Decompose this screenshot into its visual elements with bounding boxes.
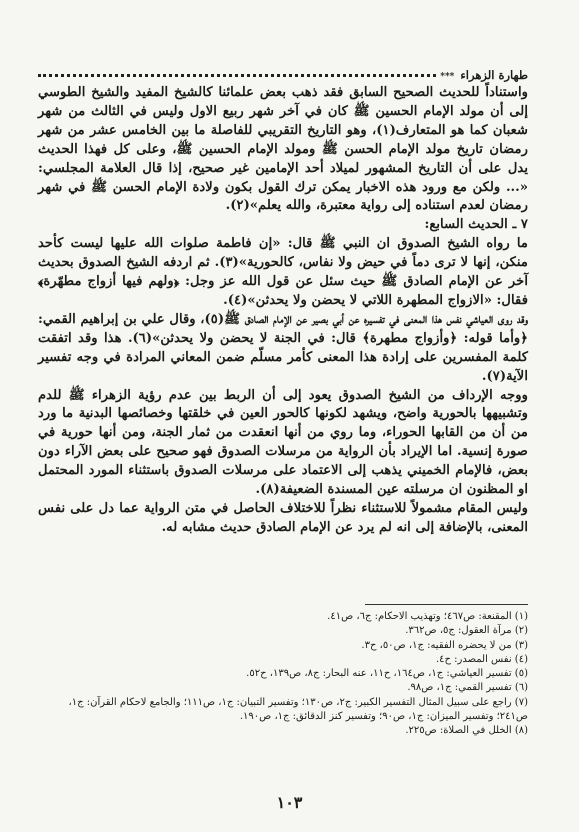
footnote: (٢) مرآة العقول: ج٥، ص٣٦٢. — [405, 625, 528, 637]
paragraph: واستناداً للحديث الصحيح السابق فقد ذهب بعض علمائنا كالشيخ المفيد والشيخ الطوسي إلى أن مولد الإمام الحسين ﷺ كان في آخر شهر ربيع الاول وليس في الثالث من شهر شعبان كما هو المتعارف(١)، وهو التاريخ التقريبي للفاصلة ما بين الخامس عشر من شهر رمضان تاريخ مولد الإمام الحسن ﷺ ومولد الإمام الحسين ﷺ، وعلى كل فهذا الحديث يدل على أن التاريخ المشهور لميلاد أحد الإمامين غير صحيح، إذا قال العلامة المجلسي: «... ولكن مع ورود هذه الاخبار يمكن ترك القول بكون ولادة الإمام الحسن ﷺ في شهر رمضان لعدم استناده إلى رواية معتبرة، والله يعلم»(٢). — [38, 85, 528, 214]
paragraph: وليس المقام مشمولاً للاستثناء نظراً للاختلاف الحاصل في متن الرواية عما دل على نفس المعنى، بالإضافة إلى انه لم يرد عن الإمام الصادق حديث مشابه له. — [38, 500, 528, 535]
paragraph: ما رواه الشيخ الصدوق ان النبي ﷺ قال: «إن فاطمة صلوات الله عليها ليست كأحد منكن، إنها لا ترى دماً في حيض ولا نفاس، كالحورية»(٣). ثم اردفه الشيخ الصدوق بحديث آخر عن الإمام الصادق ﷺ حيث سئل عن قول الله عز وجل: ﴿ولهم فيها أزواج مطهّرة﴾ فقال: «الازواج المطهرة اللاتي لا يحضن ولا يحدثن»(٤). — [38, 236, 528, 308]
footnotes — [38, 610, 528, 739]
footnote: (٦) تفسير القمي: ج١، ص٩٨. — [407, 682, 528, 694]
section-heading: ٧ ـ الحديث السابع: — [424, 217, 528, 233]
running-title: طهارة الزهراء — [460, 68, 528, 82]
footnote: (٤) نفس المصدر: ح٤. — [435, 653, 528, 665]
paragraph: ووجه الإرداف من الشيخ الصدوق يعود إلى أن الربط بين عدم رؤية الزهراء ﷺ للدم وتشبيهها بالحورية واضح، ويشهد لكونها كالحور العين في خلقتها وخصائصها البدنية ما ورد من أن من القابها الحوراء، وما روي من أنها انعقدت من ثمار الجنة، ومن أنها حورية في صورة إنسية. اما الإيراد بأن الرواية من مرسلات الصدوق فهو صحيح على بعض الآراء دون بعض، فالإمام الخميني يذهب إلى الاعتماد على مرسلات الصدوق باستثناء المورد المحتمل او المظنون ان مرسلته عين المسندة الضعيفة(٨). — [38, 387, 528, 498]
header-dotted-rule — [38, 74, 436, 77]
page-header — [38, 60, 528, 82]
footnote: (١) المقنعة: ص٤٦٧؛ وتهذيب الاحكام: ج٦، ص٤١. — [327, 611, 528, 622]
footnote: (٥) تفسير العياشي: ج١، ص١٦٤، ح١١، عنه البحار: ج٨، ص١٣٩، ح٥٢. — [246, 668, 528, 680]
header-stars: *** — [440, 72, 455, 82]
footnote: (٣) من لا يحضره الفقيه: ج١، ص٥٠، ح٣. — [361, 639, 528, 651]
page-number: ١٠٣ — [276, 793, 303, 812]
footnote-separator — [365, 604, 528, 605]
main-text — [38, 84, 528, 538]
footnote: (٨) الخلل في الصلاة: ص٢٢٥. — [405, 725, 528, 737]
paragraph: وقد روى العياشي نفس هذا المعنى في تفسيره عن أبي بصير عن الإمام الصادق ﷺ(٥)، وقال علي بن إبراهيم القمي: ﴿وأما قوله: ﴿وأزواج مطهرة﴾ قال: في الجنة لا يحضن ولا يحدثن»(٦). هذا وقد اتفقت كلمة المفسرين على إرادة هذا المعنى كأمر مسلّم ضمن المعاني المرادة في وجه تفسير الآية(٧). — [38, 311, 528, 384]
footnote: (٧) راجع على سبيل المثال التفسير الكبير: ج٢، ص١٣٠؛ وتفسير التبيان: ج١، ص١١١؛ والجامع لاحكام القرآن: ج١، ص٢٤١؛ وتفسير الميزان: ج١، ص٩٠؛ وتفسير كنز الدقائق: ج١، ص١٩٠. — [68, 696, 528, 723]
